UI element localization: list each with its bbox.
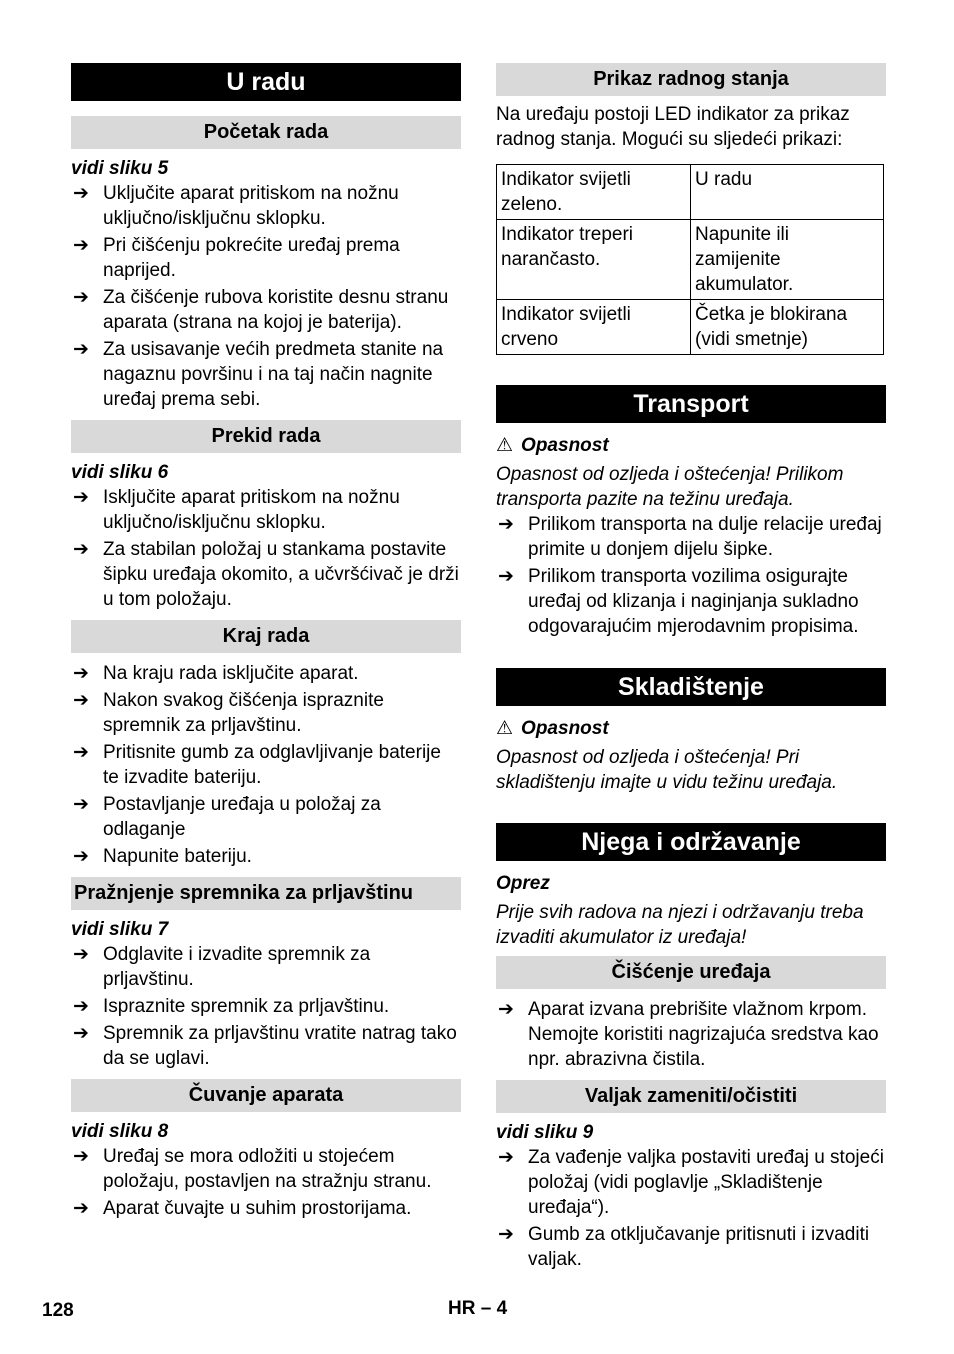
list-item: ➔ Aparat izvana prebrišite vlažnom krpom. Nemojte koristiti nagrizajuća sredstva kao npr. abrazivna čistila. xyxy=(498,999,879,1070)
figure-ref: vidi sliku 9 xyxy=(496,1122,594,1143)
table-cell: Indikator svijetli crveno xyxy=(497,300,691,355)
list-item: ➔ Postavljanje uređaja u položaj za odlaganje xyxy=(73,794,381,840)
list-ciscenje xyxy=(496,997,886,1072)
section-title-transport: Transport xyxy=(496,385,886,423)
section-title-skladistenje: Skladištenje xyxy=(496,668,886,706)
caution-label: Oprez xyxy=(496,873,550,894)
arrow-right-icon: ➔ xyxy=(498,999,514,1020)
table-row xyxy=(497,300,884,355)
table-cell: Indikator treperi narančasto. xyxy=(497,220,691,300)
list-item: ➔ Nakon svakog čišćenja ispraznite spremnik za prljavštinu. xyxy=(73,690,384,736)
heading-prikaz-radnog-stanja: Prikaz radnog stanja xyxy=(496,63,886,96)
list-valjak xyxy=(496,1145,886,1272)
warning-label: ⚠ Opasnost xyxy=(496,718,609,739)
list-item: ➔ Za vađenje valjka postaviti uređaj u stojeći položaj (vidi poglavlje „Skladištenje uređaja“). xyxy=(498,1147,884,1218)
heading-cuvanje-aparata: Čuvanje aparata xyxy=(71,1079,461,1112)
heading-pocetak-rada: Početak rada xyxy=(71,116,461,149)
arrow-right-icon: ➔ xyxy=(73,235,89,256)
arrow-right-icon: ➔ xyxy=(73,183,89,204)
heading-ciscenje-uredaja: Čišćenje uređaja xyxy=(496,956,886,989)
list-item: ➔ Ispraznite spremnik za prljavštinu. xyxy=(73,996,390,1017)
arrow-right-icon: ➔ xyxy=(498,1224,514,1245)
status-intro: Na uređaju postoji LED indikator za prikaz radnog stanja. Mogući su sljedeći prikazi: xyxy=(496,104,850,150)
page-label: HR – 4 xyxy=(448,1298,508,1319)
arrow-right-icon: ➔ xyxy=(498,1147,514,1168)
list-praznjenje xyxy=(71,942,461,1071)
list-item: ➔ Isključite aparat pritiskom na nožnu uključno/isključnu sklopku. xyxy=(73,487,400,533)
arrow-right-icon: ➔ xyxy=(73,846,89,867)
list-item: ➔ Uređaj se mora odložiti u stojećem položaju, postavljen na stražnju stranu. xyxy=(73,1146,432,1192)
warning-triangle-icon: ⚠ xyxy=(496,435,514,456)
status-table xyxy=(496,164,884,355)
list-item: ➔ Za stabilan položaj u stankama postavite šipku uređaja okomito, a učvršćivač je drži u tom položaju. xyxy=(73,539,459,610)
list-item: ➔ Pritisnite gumb za odglavljivanje baterije te izvadite bateriju. xyxy=(73,742,441,788)
heading-kraj-rada: Kraj rada xyxy=(71,620,461,653)
arrow-right-icon: ➔ xyxy=(73,1023,89,1044)
table-cell: Četka je blokirana (vidi smetnje) xyxy=(691,300,884,355)
figure-ref: vidi sliku 6 xyxy=(71,462,169,483)
list-item: ➔ Odglavite i izvadite spremnik za prljavštinu. xyxy=(73,944,371,990)
arrow-right-icon: ➔ xyxy=(73,690,89,711)
list-transport xyxy=(496,512,886,639)
list-kraj-rada xyxy=(71,661,461,869)
list-item: ➔ Za usisavanje većih predmeta stanite na nagaznu površinu i na taj način nagnite uređaj prema sebi. xyxy=(73,339,444,410)
warning-text: Opasnost od ozljeda i oštećenja! Pri skladištenju imajte u vidu težinu uređaja. xyxy=(496,747,838,793)
warning-triangle-icon: ⚠ xyxy=(496,718,514,739)
section-title-u-radu: U radu xyxy=(71,63,461,101)
figure-ref: vidi sliku 7 xyxy=(71,919,169,940)
caution-text: Prije svih radova na njezi i održavanju treba izvaditi akumulator iz uređaja! xyxy=(496,902,864,948)
figure-ref: vidi sliku 8 xyxy=(71,1121,169,1142)
list-item: ➔ Aparat čuvajte u suhim prostorijama. xyxy=(73,1198,412,1219)
list-item: ➔ Gumb za otključavanje pritisnuti i izvaditi valjak. xyxy=(498,1224,870,1270)
list-item: ➔ Prilikom transporta vozilima osigurajte uređaj od klizanja i naginjanja sukladno odgovarajućim mjerodavnim propisima. xyxy=(498,566,859,637)
list-item: ➔ Napunite bateriju. xyxy=(73,846,252,867)
section-title-njega: Njega i održavanje xyxy=(496,823,886,861)
right-column xyxy=(496,63,886,1274)
arrow-right-icon: ➔ xyxy=(73,944,89,965)
arrow-right-icon: ➔ xyxy=(73,1198,89,1219)
arrow-right-icon: ➔ xyxy=(73,742,89,763)
list-item: ➔ Prilikom transporta na dulje relacije uređaj primite u donjem dijelu šipke. xyxy=(498,514,882,560)
heading-praznjenje-spremnika: Pražnjenje spremnika za prljavštinu xyxy=(71,877,461,910)
table-row xyxy=(497,165,884,220)
heading-valjak: Valjak zameniti/očistiti xyxy=(496,1080,886,1113)
arrow-right-icon: ➔ xyxy=(73,794,89,815)
list-pocetak-rada xyxy=(71,181,461,412)
list-prekid-rada xyxy=(71,485,461,612)
list-item: ➔ Spremnik za prljavštinu vratite natrag tako da se uglavi. xyxy=(73,1023,457,1069)
page-number: 128 xyxy=(42,1300,74,1321)
list-cuvanje xyxy=(71,1144,461,1221)
list-item: ➔ Pri čišćenju pokrećite uređaj prema naprijed. xyxy=(73,235,400,281)
list-item: ➔ Za čišćenje rubova koristite desnu stranu aparata (strana na kojoj je baterija). xyxy=(73,287,449,333)
left-column xyxy=(71,63,461,1223)
arrow-right-icon: ➔ xyxy=(73,663,89,684)
list-item: ➔ Na kraju rada isključite aparat. xyxy=(73,663,359,684)
list-item: ➔ Uključite aparat pritiskom na nožnu uključno/isključnu sklopku. xyxy=(73,183,399,229)
arrow-right-icon: ➔ xyxy=(73,339,89,360)
arrow-right-icon: ➔ xyxy=(73,539,89,560)
warning-text: Opasnost od ozljeda i oštećenja! Prilikom transporta pazite na težinu uređaja. xyxy=(496,464,844,510)
warning-label: ⚠ Opasnost xyxy=(496,435,609,456)
heading-prekid-rada: Prekid rada xyxy=(71,420,461,453)
table-row xyxy=(497,220,884,300)
arrow-right-icon: ➔ xyxy=(73,487,89,508)
arrow-right-icon: ➔ xyxy=(73,1146,89,1167)
table-cell: Indikator svijetli zeleno. xyxy=(497,165,691,220)
arrow-right-icon: ➔ xyxy=(73,996,89,1017)
arrow-right-icon: ➔ xyxy=(498,566,514,587)
table-cell: Napunite ili zamijenite akumulator. xyxy=(691,220,884,300)
arrow-right-icon: ➔ xyxy=(498,514,514,535)
arrow-right-icon: ➔ xyxy=(73,287,89,308)
figure-ref: vidi sliku 5 xyxy=(71,158,169,179)
table-cell: U radu xyxy=(691,165,884,220)
